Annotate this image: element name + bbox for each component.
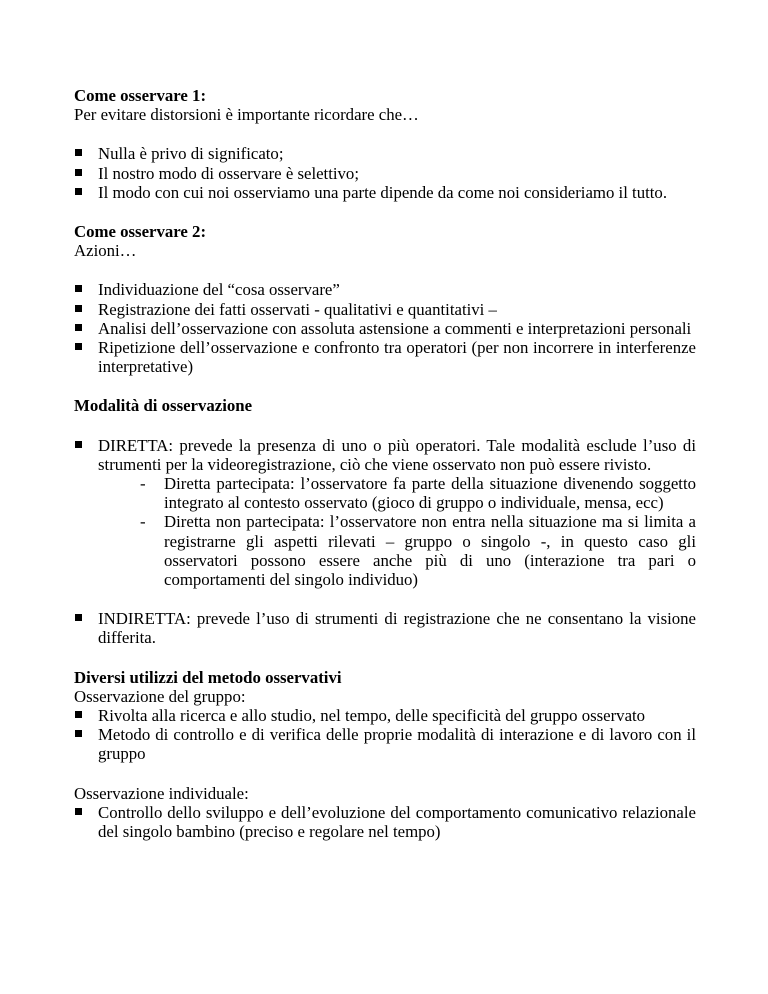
sub-list-item: - Diretta non partecipata: l’osservatore non entra nella situazione ma si limita a registrarne gli aspetti rilevati – gruppo o singolo -, in questo caso gli osservatori possono essere anche più di uno (interazione tra pari o comportamenti del singolo individuo): [140, 512, 696, 589]
section-heading-come-osservare-1: Come osservare 1:: [74, 86, 207, 105]
list-item: Il modo con cui noi osserviamo una parte dipende da come noi consideriamo il tutto.: [74, 183, 696, 202]
bullet-list: [74, 609, 696, 647]
list-item: Rivolta alla ricerca e allo studio, nel tempo, delle specificità del gruppo osservato: [74, 706, 696, 725]
list-item: Metodo di controllo e di verifica delle proprie modalità di interazione e di lavoro con il gruppo: [74, 725, 696, 763]
bullet-list: [74, 706, 696, 764]
section-heading-utilizzi: Diversi utilizzi del metodo osservativi: [74, 667, 342, 687]
section-heading-come-osservare-2: Come osservare 2:: [74, 222, 207, 242]
bullet-list: [74, 144, 696, 202]
bullet-list: [74, 803, 696, 841]
section-intro: Azioni…: [74, 241, 137, 261]
bullet-list: [74, 436, 696, 590]
dash-list: [98, 474, 696, 589]
list-item: Individuazione del “cosa osservare”: [74, 280, 696, 299]
list-item: Registrazione dei fatti osservati - qualitativi e quantitativi –: [74, 300, 696, 319]
individual-label: Osservazione individuale:: [74, 783, 249, 803]
list-item: Il nostro modo di osservare è selettivo;: [74, 164, 696, 183]
list-item-diretta: [74, 436, 696, 590]
document-page: [74, 86, 696, 841]
diretta-text: DIRETTA: prevede la presenza di uno o più operatori. Tale modalità esclude l’uso di strumenti per la videoregistrazione, ciò che viene osservato non può essere rivisto.: [98, 435, 696, 474]
group-label: Osservazione del gruppo:: [74, 686, 246, 706]
list-item: Nulla è privo di significato;: [74, 144, 696, 163]
section-intro: Per evitare distorsioni è importante ricordare che…: [74, 105, 419, 125]
bullet-list: [74, 280, 696, 376]
list-item: Analisi dell’osservazione con assoluta astensione a commenti e interpretazioni personali: [74, 319, 696, 338]
list-item-indiretta: INDIRETTA: prevede l’uso di strumenti di registrazione che ne consentano la visione differita.: [74, 609, 696, 647]
list-item: Controllo dello sviluppo e dell’evoluzione del comportamento comunicativo relazionale del singolo bambino (preciso e regolare nel tempo): [74, 803, 696, 841]
list-item: Ripetizione dell’osservazione e confronto tra operatori (per non incorrere in interferenze interpretative): [74, 338, 696, 376]
section-heading-modalita: Modalità di osservazione: [74, 396, 253, 416]
sub-list-item: - Diretta partecipata: l’osservatore fa parte della situazione divenendo soggetto integrato al contesto osservato (gioco di gruppo o individuale, mensa, ecc): [140, 474, 696, 512]
